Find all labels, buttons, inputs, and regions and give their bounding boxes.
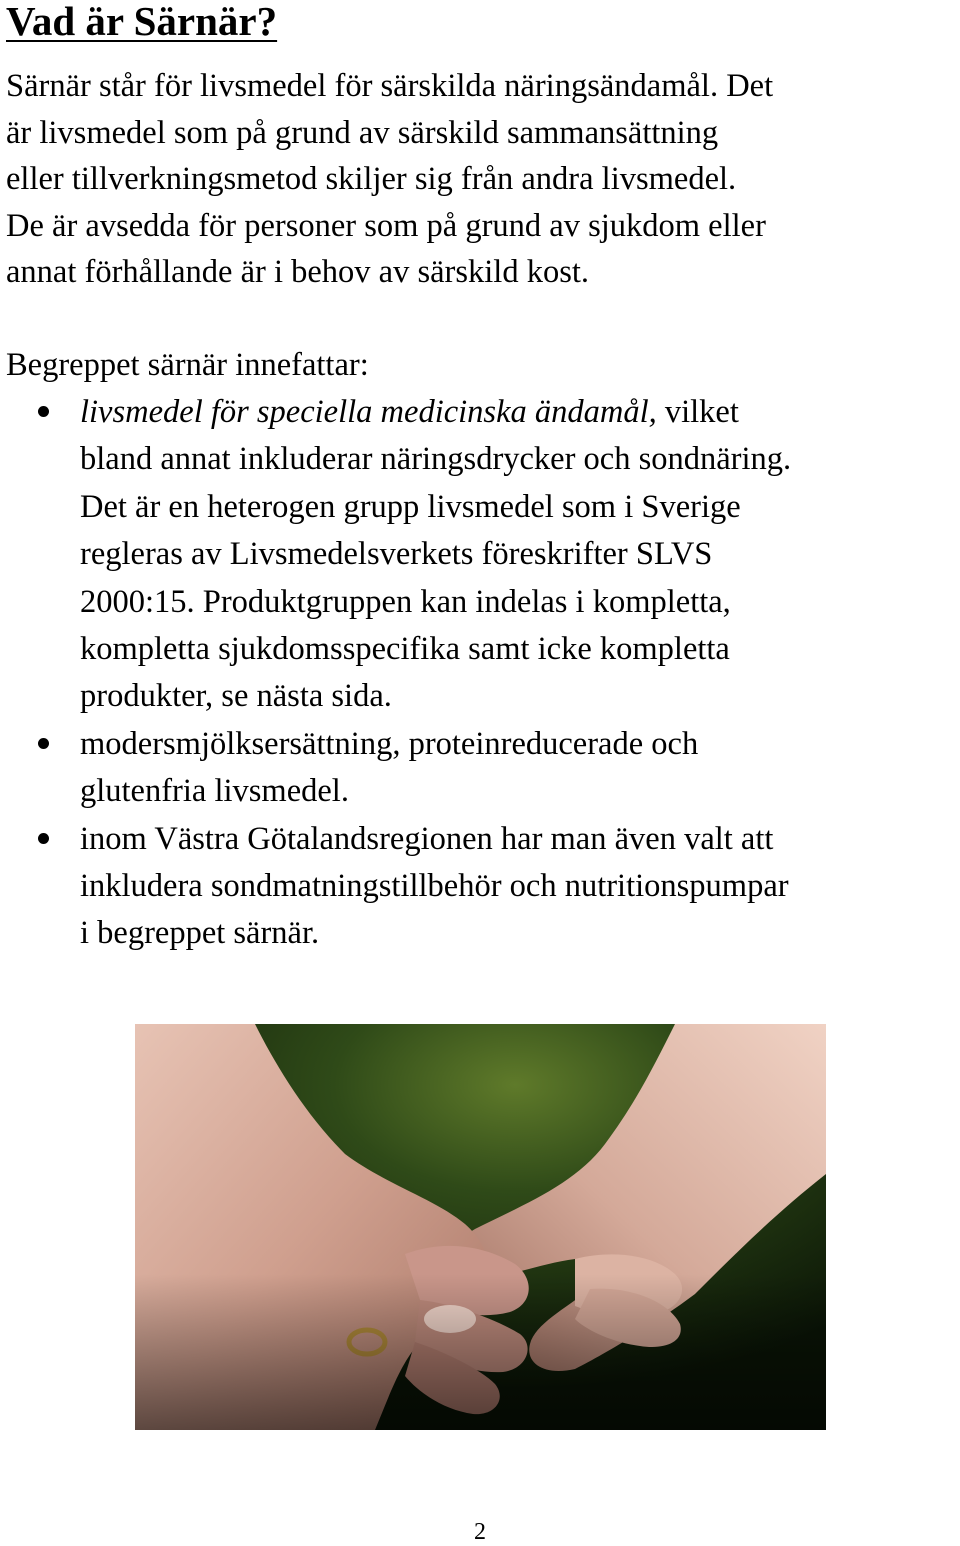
list-item-line: inkludera sondmatningstillbehör och nutritionspumpar xyxy=(80,868,789,905)
list-item xyxy=(0,721,960,816)
concept-list xyxy=(0,389,960,958)
italic-term: livsmedel för speciella medicinska ändamål, xyxy=(80,394,657,430)
list-item-line: regleras av Livsmedelsverkets föreskrifter SLVS xyxy=(80,536,713,573)
list-item-line: bland annat inkluderar näringsdrycker och sondnäring. xyxy=(80,441,792,478)
list-item-line: inom Västra Götalandsregionen har man även valt att xyxy=(80,820,774,857)
intro-line: Särnär står för livsmedel för särskilda näringsändamål. Det xyxy=(6,68,774,104)
list-item-line: produkter, se nästa sida. xyxy=(80,678,392,715)
list-item-line: glutenfria livsmedel. xyxy=(80,773,349,810)
intro-paragraph xyxy=(6,63,956,296)
intro-line: eller tillverkningsmetod skiljer sig från andra livsmedel. xyxy=(6,161,737,197)
list-item-line: i begreppet särnär. xyxy=(80,915,320,952)
bullet-icon xyxy=(38,738,49,749)
concept-heading: Begreppet särnär innefattar: xyxy=(6,347,369,383)
intro-line: annat förhållande är i behov av särskild kost. xyxy=(6,254,590,290)
list-item-line: kompletta sjukdomsspecifika samt icke kompletta xyxy=(80,631,730,668)
list-item-line: Det är en heterogen grupp livsmedel som i Sverige xyxy=(80,488,741,525)
holding-hands-photo xyxy=(135,1024,826,1430)
list-item-text: vilket xyxy=(656,394,739,430)
intro-line: De är avsedda för personer som på grund av sjukdom eller xyxy=(6,207,766,244)
bullet-icon xyxy=(38,833,49,844)
page-number: 2 xyxy=(474,1519,486,1545)
list-item xyxy=(0,389,960,721)
page-title: Vad är Särnär? xyxy=(6,0,278,44)
list-item-line: modersmjölksersättning, proteinreducerade och xyxy=(80,725,699,762)
bullet-icon xyxy=(38,406,49,417)
list-item-line: 2000:15. Produktgruppen kan indelas i kompletta, xyxy=(80,583,731,620)
list-item-first-line xyxy=(80,389,960,436)
list-item xyxy=(0,816,960,958)
intro-line: är livsmedel som på grund av särskild sammansättning xyxy=(6,114,719,151)
